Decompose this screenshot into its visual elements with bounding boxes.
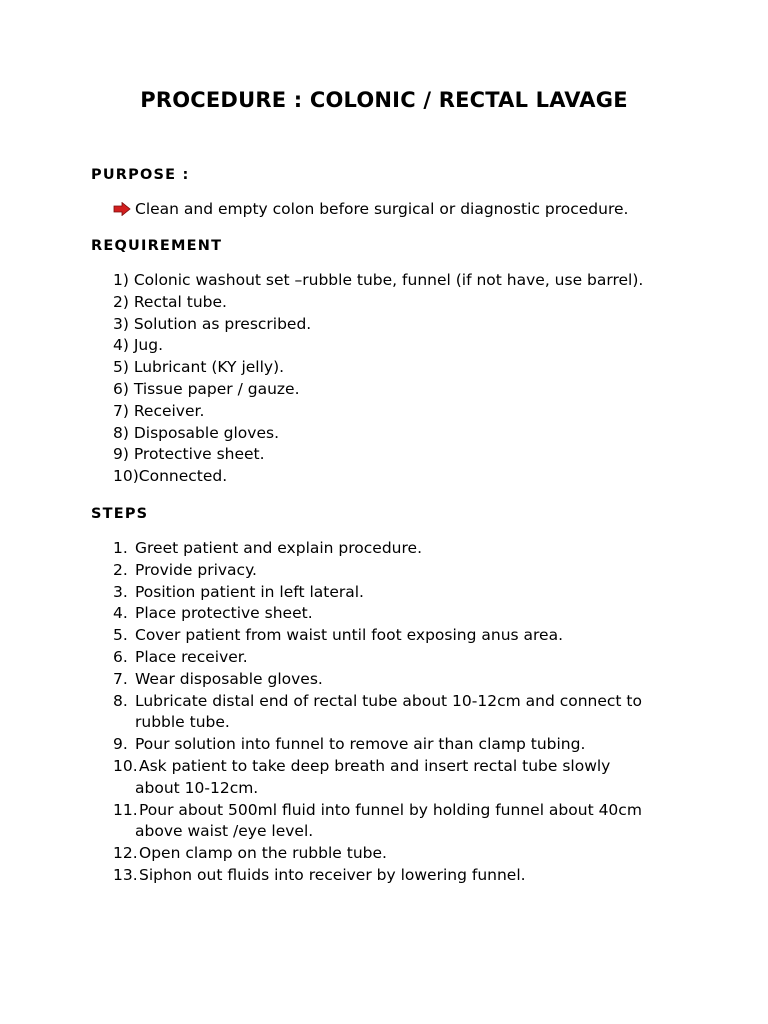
red-arrow-icon [113, 202, 131, 216]
requirement-heading: REQUIREMENT [91, 238, 223, 254]
step-text: rubble tube. [135, 713, 230, 732]
step-number: 13. [113, 866, 138, 884]
step-text: Open clamp on the rubble tube. [139, 844, 387, 863]
step-number: 12. [113, 844, 138, 863]
step-text: Place protective sheet. [135, 604, 313, 623]
requirement-item: 9) Protective sheet. [113, 445, 265, 464]
requirement-item: 5) Lubricant (KY jelly). [113, 358, 285, 377]
step-number: 2. [113, 560, 128, 579]
step-number: 10. [113, 757, 138, 775]
step-text: Lubricate distal end of rectal tube about 10-12cm and connect to [135, 691, 642, 710]
step-text: Provide privacy. [135, 560, 257, 579]
step-number: 5. [113, 626, 128, 645]
step-text: Siphon out fluids into receiver by lowering funnel. [139, 866, 526, 884]
steps-heading: STEPS [91, 506, 149, 522]
step-number: 3. [113, 582, 128, 601]
requirement-item: 10)Connected. [113, 467, 228, 486]
requirement-item: 7) Receiver. [113, 401, 205, 420]
step-text: Pour solution into funnel to remove air than clamp tubing. [135, 735, 586, 754]
requirement-item: 1) Colonic washout set –rubble tube, funnel (if not have, use barrel). [113, 271, 644, 289]
step-number: 11. [113, 800, 138, 819]
purpose-heading: PURPOSE : [91, 167, 190, 183]
page-title: PROCEDURE : COLONIC / RECTAL LAVAGE [140, 88, 628, 112]
purpose-text: Clean and empty colon before surgical or diagnostic procedure. [135, 200, 629, 218]
requirement-item: 2) Rectal tube. [113, 292, 227, 311]
requirement-item: 4) Jug. [113, 336, 163, 355]
step-text: Cover patient from waist until foot exposing anus area. [135, 626, 564, 645]
step-number: 1. [113, 539, 128, 557]
step-text: above waist /eye level. [135, 822, 314, 841]
step-number: 8. [113, 691, 128, 710]
step-number: 6. [113, 648, 128, 666]
step-number: 7. [113, 669, 128, 688]
step-text: Greet patient and explain procedure. [135, 539, 422, 557]
requirement-item: 3) Solution as prescribed. [113, 314, 312, 333]
step-text: Ask patient to take deep breath and insert rectal tube slowly [139, 757, 611, 775]
requirement-item: 6) Tissue paper / gauze. [113, 380, 300, 398]
step-number: 9. [113, 735, 128, 754]
step-text: Position patient in left lateral. [135, 582, 364, 601]
requirement-item: 8) Disposable gloves. [113, 423, 279, 442]
step-text: Place receiver. [135, 648, 248, 666]
step-text: about 10-12cm. [135, 778, 259, 797]
step-number: 4. [113, 604, 128, 623]
step-text: Wear disposable gloves. [135, 669, 323, 688]
step-text: Pour about 500ml fluid into funnel by holding funnel about 40cm [139, 800, 642, 819]
